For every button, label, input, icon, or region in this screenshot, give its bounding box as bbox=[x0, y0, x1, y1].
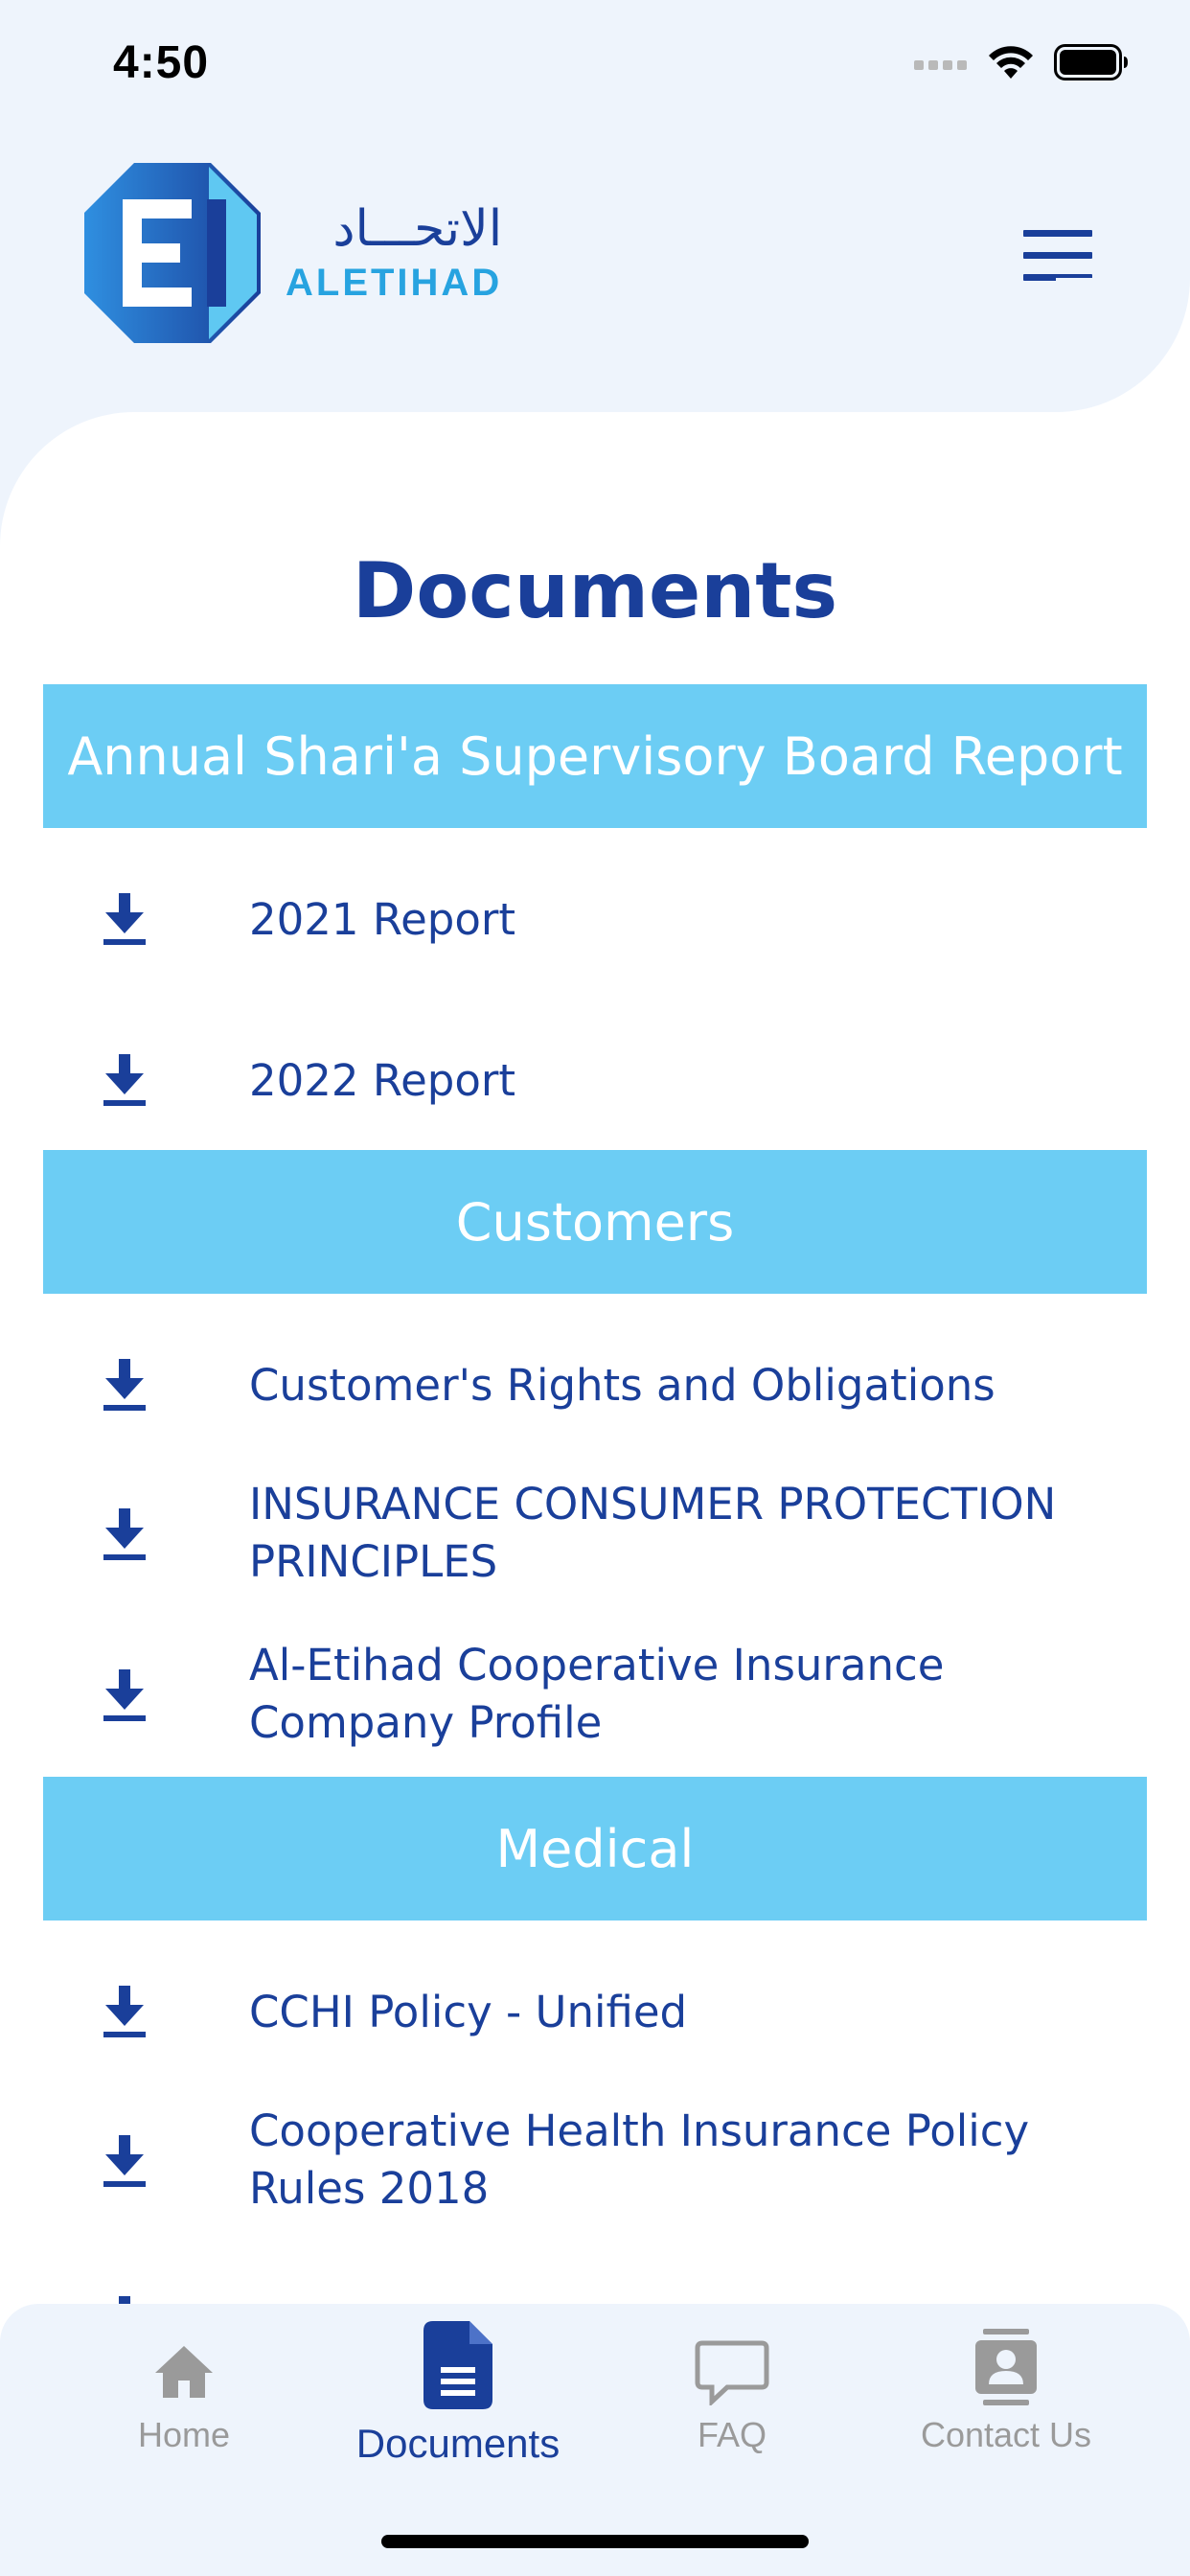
tab-documents-label: Documents bbox=[355, 2421, 561, 2466]
document-label: Al-Etihad Cooperative Insurance Company Profile bbox=[249, 1640, 945, 1748]
tab-contact-us-label: Contact Us bbox=[920, 2415, 1092, 2454]
aletihad-logo bbox=[84, 163, 502, 343]
tab-faq-label: FAQ bbox=[697, 2415, 767, 2454]
download-icon bbox=[103, 1054, 146, 1108]
document-label: Customer's Rights and Obligations bbox=[249, 1360, 995, 1411]
chat-bubble-icon bbox=[695, 2340, 769, 2405]
document-label: 2021 Report bbox=[249, 894, 515, 945]
tab-contact-us[interactable] bbox=[862, 2304, 1150, 2496]
document-icon bbox=[423, 2321, 492, 2409]
document-item[interactable] bbox=[0, 1965, 1190, 2060]
document-item[interactable] bbox=[0, 872, 1190, 968]
app-header bbox=[0, 125, 1190, 412]
page-title: Documents bbox=[352, 546, 838, 635]
logo-mark-icon bbox=[84, 163, 261, 343]
battery-icon bbox=[1054, 44, 1129, 80]
tab-home[interactable] bbox=[40, 2304, 328, 2496]
hamburger-menu-icon[interactable] bbox=[1023, 230, 1092, 282]
logo-english-text: ALETIHAD bbox=[286, 262, 503, 304]
download-icon bbox=[103, 893, 146, 947]
download-icon bbox=[103, 1508, 146, 1562]
document-item[interactable] bbox=[0, 1338, 1190, 1434]
download-icon bbox=[103, 1986, 146, 2039]
section-header-shari-a-report: Annual Shari'a Supervisory Board Report bbox=[43, 684, 1147, 828]
home-icon bbox=[153, 2344, 215, 2400]
download-icon bbox=[103, 1669, 146, 1723]
section-header-medical: Medical bbox=[43, 1777, 1147, 1920]
documents-content bbox=[0, 412, 1190, 2576]
document-item[interactable] bbox=[0, 2099, 1190, 2223]
document-item[interactable] bbox=[0, 1033, 1190, 1129]
tab-home-label: Home bbox=[137, 2415, 231, 2454]
tab-documents[interactable] bbox=[314, 2304, 602, 2496]
document-label: Cooperative Health Insurance Policy Rules 2018 bbox=[249, 2105, 1030, 2214]
status-bar bbox=[0, 0, 1190, 125]
document-item[interactable] bbox=[0, 1472, 1190, 1597]
wifi-icon bbox=[987, 44, 1035, 80]
contact-card-icon bbox=[975, 2329, 1037, 2405]
document-item[interactable] bbox=[0, 1631, 1190, 1756]
logo-arabic-text: الاتحـــاد bbox=[332, 200, 503, 258]
download-icon bbox=[103, 1359, 146, 1413]
document-label: INSURANCE CONSUMER PROTECTION PRINCIPLES bbox=[249, 1479, 1057, 1587]
tab-faq[interactable] bbox=[588, 2304, 876, 2496]
status-icons bbox=[914, 44, 1129, 80]
home-indicator bbox=[381, 2535, 809, 2548]
section-header-customers: Customers bbox=[43, 1150, 1147, 1294]
document-label: CCHI Policy - Unified bbox=[249, 1987, 688, 2037]
signal-icon bbox=[914, 55, 968, 70]
download-icon bbox=[103, 2135, 146, 2189]
document-label: 2022 Report bbox=[249, 1055, 515, 1106]
status-time: 4:50 bbox=[113, 37, 210, 88]
